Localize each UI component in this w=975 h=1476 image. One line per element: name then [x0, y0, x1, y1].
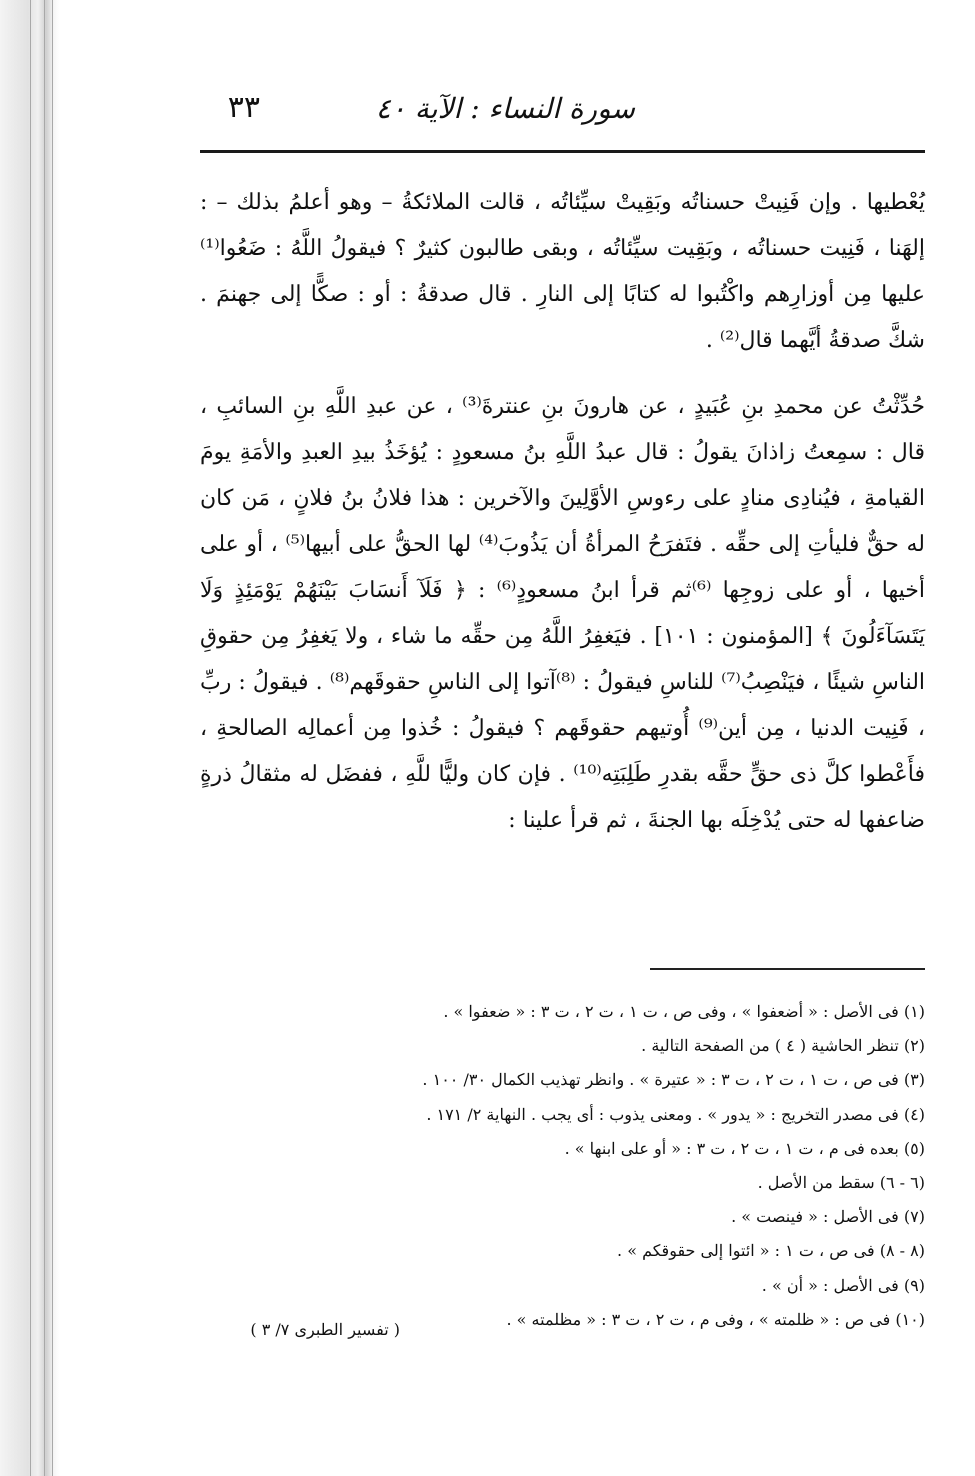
binding-line	[30, 0, 31, 1476]
page	[200, 80, 925, 140]
footnote: (٦ - ٦) سقط من الأصل .	[757, 1173, 925, 1193]
footnotes	[200, 995, 925, 1337]
book-binding-shadow	[0, 0, 60, 1476]
footnote: (٩) فى الأصل : « أن » .	[761, 1275, 925, 1295]
footnote: (١٠) فى ص : « ظلمته » ، وفى م ، ت ٢ ، ت ٣ : « مظلمته » .	[506, 1309, 925, 1329]
paragraph: يُعْطيها . وإن فَنِيتْ حسناتُه وبَقِيتْ سيِّئاتُه ، قالت الملائكةُ – وهو أعلمُ بذلك – : إلهَنا ، فَنِيت حسناتُه ، وبَقِيت سيِّئاتُه ، وبقى طالبون كثيرٌ ؟ فيقولُ اللَّهُ : ضَعُوا⁽¹⁾ عليها مِن أوزارِهم واكْتُبوا له كتابًا إلى النارِ . قال صدقةُ : أو : صكًّا إلى جهنمَ . شكَّ صدقةُ أيَّهما قال⁽²⁾ .	[200, 190, 925, 353]
footnote: (٣) فى ص ، ت ١ ، ت ٢ ، ت ٣ : « عتيرة » . وانظر تهذيب الكمال ٣٠/ ١٠٠ .	[422, 1070, 925, 1090]
footnote: (٧) فى الأصل : « فينصت » .	[731, 1207, 925, 1227]
footnote: (٥) بعده فى م ، ت ١ ، ت ٢ ، ت ٣ : « أو على ابنها » .	[564, 1138, 925, 1158]
signature-mark: ( تفسير الطبرى ٧/ ٣ )	[250, 1320, 400, 1339]
paragraph: حُدِّثْتُ عن محمدِ بنِ عُبَيدٍ ، عن هارونَ بنِ عنترةَ⁽³⁾ ، عن عبدِ اللَّهِ بنِ السائبِ ، قال : سمِعتُ زاذانَ يقولُ : قال عبدُ اللَّهِ بنُ مسعودٍ : يُؤخَذُ بيدِ العبدِ والأمَةِ يومَ القيامةِ ، فيُنادِى منادٍ على رءوسِ الأوَّلِينَ والآخرين : هذا فلانُ بنُ فلانٍ ، مَن كان له حقٌّ فليأتِ إلى حقِّه . فتَفرَحُ المرأةُ أن يَذُوبَ⁽⁴⁾ لها الحقُّ على أبيها⁽⁵⁾ ، أو على أخيها ، أو على زوجِها ⁽⁶⁾ثم قرأ ابنُ مسعودٍ⁽⁶⁾ : ﴿ فَلَآ أَنسَابَ بَيْنَهُمْ يَوْمَئِذٍ وَلَا يَتَسَآءَلُونَ ﴾ [المؤمنون : ١٠١] . فيَغفِرُ اللَّهُ مِن حقِّه ما شاء ، ولا يَغفِرُ مِن حقوقِ الناسِ شيئًا ، فيَنْصِبُ⁽⁷⁾ للناسِ فيقولُ : ⁽⁸⁾آتوا إلى الناسِ حقوقَهم⁽⁸⁾ . فيقولُ : ربِّ ، فَنِيت الدنيا ، مِن أين⁽⁹⁾ أُوتيهم حقوقَهم ؟ فيقولُ : خُذوا مِن أعمالِه الصالحةِ ، فأَعْطوا كلَّ ذى حقٍّ حقَّه بقدرِ طَلِبَتِه⁽¹⁰⁾ . فإن كان وليًّا للَّهِ ، ففضَل له مثقالُ ذرةٍ ضاعفها له حتى يُدْخِلَه بها الجنةَ ، ثم قرأ علينا :	[200, 394, 926, 833]
main-text	[200, 180, 925, 844]
footnote: (١) فى الأصل : « أضعفوا » ، وفى ص ، ت ١ ، ت ٢ ، ت ٣ : « ضعفوا » .	[443, 1002, 925, 1021]
running-header	[200, 80, 925, 140]
binding-line	[44, 0, 45, 1476]
footnote-rule	[650, 968, 925, 970]
page-number: ٣٣	[227, 90, 260, 125]
footnote: (٨ - ٨) فى ص ، ت ١ : « ائتوا إلى حقوقكم » .	[617, 1241, 925, 1261]
surah-title: سورة النساء : الآية ٤٠	[375, 92, 635, 125]
footnote: (٤) فى مصدر التخريج : « يدور » . ومعنى يذوب : أى يجب . النهاية ٢/ ١٧١ .	[426, 1104, 925, 1124]
footnote: (٢) تنظر الحاشية ( ٤ ) من الصفحة التالية .	[641, 1036, 925, 1056]
binding-line	[52, 0, 53, 1476]
header-rule	[200, 150, 925, 153]
